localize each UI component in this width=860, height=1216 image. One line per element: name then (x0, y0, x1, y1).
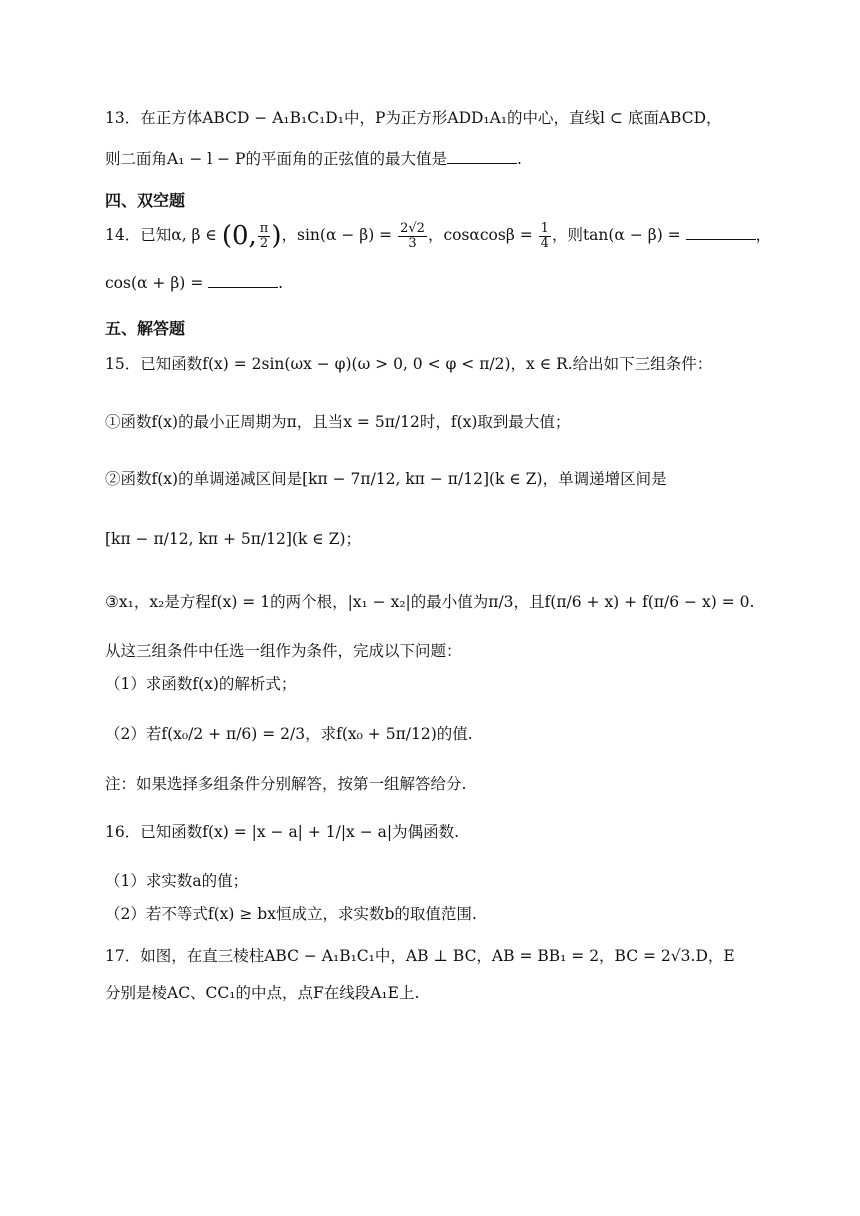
q14-interval-open: (0, (221, 221, 257, 252)
q14-cos-sum: cos(α + β) = (105, 274, 209, 292)
q14-end: . (278, 274, 284, 292)
q14-pi-over-2 (258, 222, 271, 250)
q13-line1: 13．在正方体ABCD − A₁B₁C₁D₁中，P为正方形ADD₁A₁的中心，直线l ⊂ 底面ABCD， (105, 109, 722, 127)
q13-line2-text: 则二面角A₁ − l − P的平面角的正弦值的最大值是 (105, 150, 447, 168)
q14-line2 (105, 273, 283, 292)
q14-two: 2 (259, 235, 269, 251)
answer-blank-2 (208, 273, 278, 288)
q14-interval-close: ) (271, 221, 282, 252)
q14-pi: π (259, 221, 269, 236)
q15-note: 注：如果选择多组条件分别解答，按第一组解答给分. (105, 775, 467, 793)
q15-instruction: 从这三组条件中任选一组作为条件，完成以下问题： (105, 642, 462, 660)
q15-part1: （1）求函数f(x)的解析式； (105, 675, 297, 693)
q17-line1: 17．如图，在直三棱柱ABC − A₁B₁C₁中，AB ⊥ BC，AB = BB₁ = 2，BC = 2√3.D，E (105, 947, 735, 965)
q14-cos-num: 1 (540, 221, 549, 236)
q15-cond3: ③x₁，x₂是方程f(x) = 1的两个根，|x₁ − x₂|的最小值为π/3，且f(π/6 + x) + f(π/6 − x) = 0. (105, 593, 755, 611)
q14-sin-num: 2√2 (400, 221, 425, 236)
section-heading-5: 五、解答题 (105, 319, 186, 338)
q16-line1: 16．已知函数f(x) = |x − a| + 1/|x − a|为偶函数. (105, 823, 460, 841)
q13-line2-end: . (516, 150, 522, 168)
q13-line2 (105, 147, 522, 169)
q14-sin-den: 3 (408, 235, 417, 251)
q15-cond2b: [kπ − π/12, kπ + 5π/12](k ∈ Z)； (105, 530, 361, 548)
answer-blank-1 (686, 225, 756, 240)
q14-line1 (105, 222, 771, 250)
q17-line2: 分别是棱AC、CC₁的中点，点F在线段A₁E上. (105, 984, 420, 1002)
q16-part2: （2）若不等式f(x) ≥ bx恒成立，求实数b的取值范围. (105, 905, 477, 923)
q14-tail: ， (755, 226, 772, 245)
q14-sin-part: ，sin(α − β) = (281, 226, 398, 245)
q15-part2: （2）若f(x₀/2 + π/6) = 2/3，求f(x₀ + 5π/12)的值. (105, 725, 473, 743)
q14-prefix: 14．已知α, β ∈ (105, 226, 222, 245)
q15-line1: 15．已知函数f(x) = 2sin(ωx − φ)(ω > 0, 0 < φ < π/2)，x ∈ R.给出如下三组条件： (105, 355, 713, 373)
q15-cond1: ①函数f(x)的最小正周期为π，且当x = 5π/12时，f(x)取到最大值； (105, 413, 571, 431)
q14-cos-den: 4 (540, 235, 549, 251)
answer-blank (447, 149, 517, 164)
q16-part1: （1）求实数a的值； (105, 872, 249, 890)
q15-cond2a: ②函数f(x)的单调递减区间是[kπ − 7π/12, kπ − π/12](k ∈ Z)，单调递增区间是 (105, 470, 667, 488)
q14-cos-value (539, 222, 551, 250)
q14-tan-part: ，则tan(α − β) = (551, 226, 686, 245)
section-heading-4: 四、双空题 (105, 191, 186, 210)
q14-cos-part: ，cosαcosβ = (427, 226, 538, 245)
q14-sin-value (398, 222, 427, 250)
